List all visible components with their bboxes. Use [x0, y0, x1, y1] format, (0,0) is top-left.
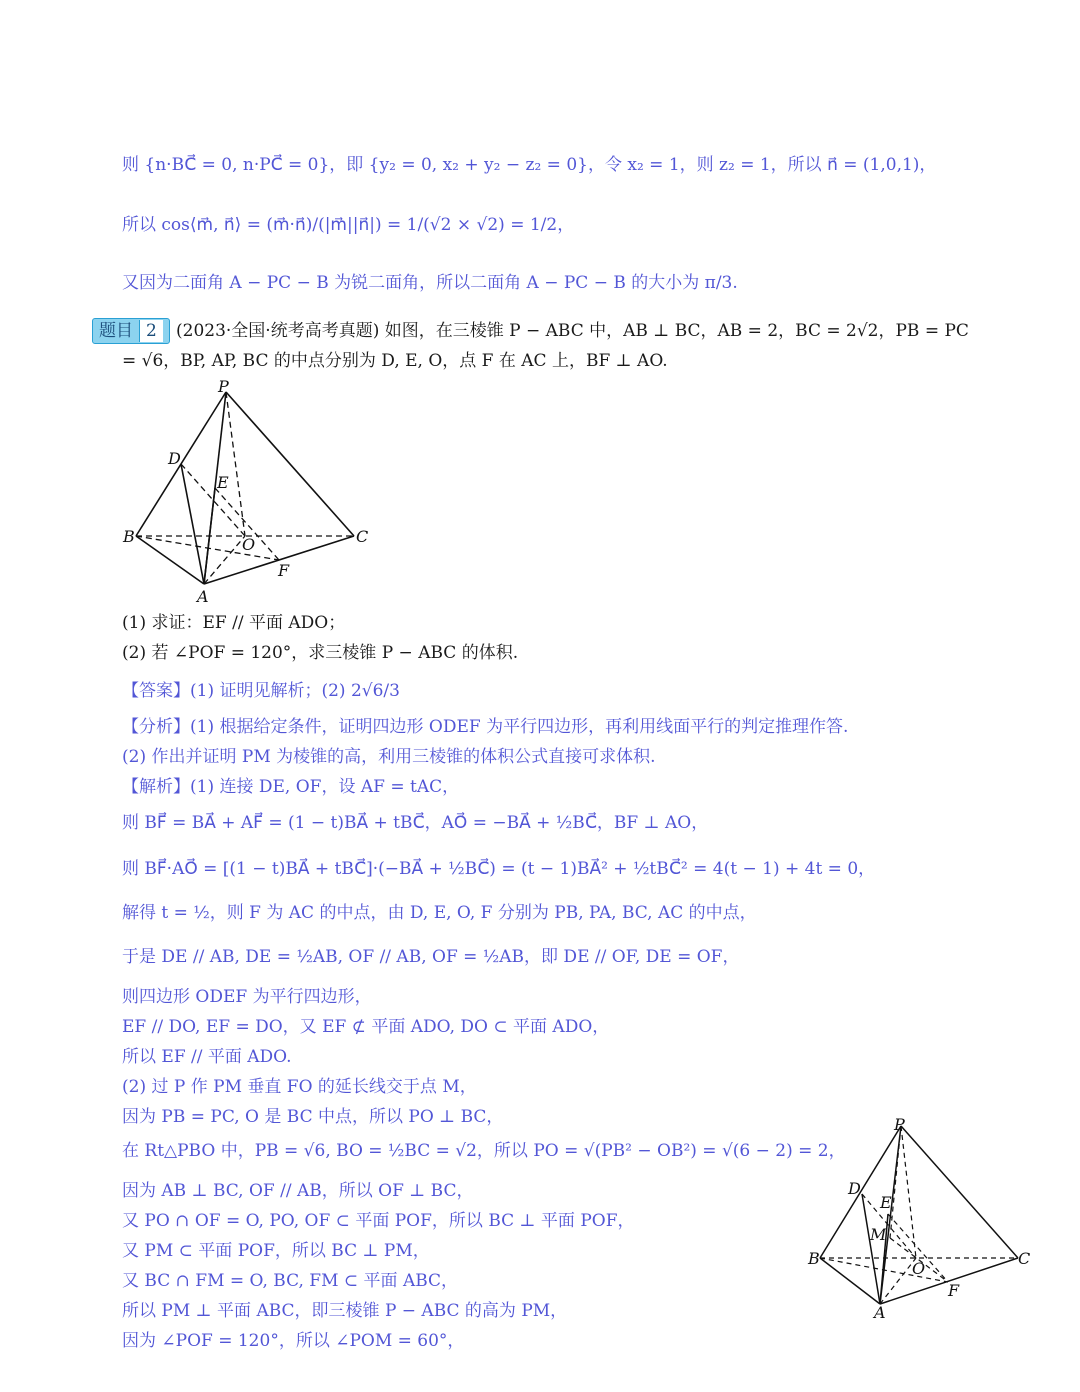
answer-line-13: 因为 PB = PC, O 是 BC 中点，所以 PO ⊥ BC，	[122, 1107, 504, 1127]
problem-badge-label: 题目	[99, 321, 133, 341]
answer-line-1: 【答案】(1) 证明见解析；(2) 2√6/3	[122, 681, 400, 701]
answer-line-16: 又 PO ∩ OF = O, PO, OF ⊂ 平面 POF，所以 BC ⊥ 平面 POF，	[122, 1211, 635, 1231]
solution-line-2: 所以 cos⟨m⃗, n⃗⟩ = (m⃗·n⃗)/(|m⃗||n⃗|) = 1/(√2 × √2) = 1/2，	[122, 215, 575, 235]
answer-line-20: 因为 ∠POF = 120°，所以 ∠POM = 60°，	[122, 1331, 465, 1351]
answer-line-17: 又 PM ⊂ 平面 POF，所以 BC ⊥ PM，	[122, 1241, 430, 1261]
solution-line-1: 则 {n·BC⃗ = 0, n·PC⃗ = 0}，即 {y₂ = 0, x₂ + y₂ − z₂ = 0}，令 x₂ = 1，则 z₂ = 1，所以 n⃗ = (1,0,1)，	[122, 155, 937, 175]
answer-line-19: 所以 PM ⊥ 平面 ABC，即三棱锥 P − ABC 的高为 PM，	[122, 1301, 568, 1321]
answer-line-7: 解得 t = ½，则 F 为 AC 的中点，由 D, E, O, F 分别为 PB, PA, BC, AC 的中点，	[122, 903, 757, 923]
answer-line-18: 又 BC ∩ FM = O, BC, FM ⊂ 平面 ABC，	[122, 1271, 459, 1291]
label-O-2: O	[912, 1259, 926, 1278]
label-F-2: F	[948, 1281, 960, 1300]
label-P-2: P	[894, 1115, 905, 1134]
label-D: D	[168, 449, 181, 468]
label-F: F	[278, 561, 290, 580]
answer-line-3: (2) 作出并证明 PM 为棱锥的高，利用三棱锥的体积公式直接可求体积.	[122, 747, 656, 767]
label-E-2: E	[880, 1193, 892, 1212]
label-A-2: A	[874, 1303, 886, 1322]
label-O: O	[242, 535, 256, 554]
label-B: B	[123, 527, 135, 546]
answer-line-15: 因为 AB ⊥ BC, OF // AB，所以 OF ⊥ BC，	[122, 1181, 474, 1201]
label-D-2: D	[848, 1179, 861, 1198]
answer-line-2: 【分析】(1) 根据给定条件，证明四边形 ODEF 为平行四边形，再利用线面平行的判定推理作答.	[122, 717, 849, 737]
answer-line-9: 则四边形 ODEF 为平行四边形，	[122, 987, 372, 1007]
answer-line-4: 【解析】(1) 连接 DE, OF，设 AF = tAC，	[122, 777, 460, 797]
solution-line-3: 又因为二面角 A − PC − B 为锐二面角，所以二面角 A − PC − B 的大小为 π/3.	[122, 273, 738, 293]
pyramid-figure-2	[800, 1112, 1040, 1324]
problem-line-2: = √6，BP, AP, BC 的中点分别为 D, E, O，点 F 在 AC 上，BF ⊥ AO.	[122, 351, 668, 371]
label-M-2: M	[870, 1225, 887, 1244]
question-2: (2) 若 ∠POF = 120°，求三棱锥 P − ABC 的体积.	[122, 643, 519, 663]
label-A: A	[197, 587, 209, 606]
pyramid-figure-1	[118, 378, 380, 610]
answer-line-12: (2) 过 P 作 PM 垂直 FO 的延长线交于点 M，	[122, 1077, 477, 1097]
answer-line-10: EF // DO, EF = DO，又 EF ⊄ 平面 ADO, DO ⊂ 平面 ADO，	[122, 1017, 610, 1037]
label-P: P	[218, 378, 229, 396]
answer-line-8: 于是 DE // AB, DE = ½AB, OF // AB, OF = ½AB，即 DE // OF, DE = OF，	[122, 947, 740, 967]
answer-line-11: 所以 EF // 平面 ADO.	[122, 1047, 292, 1067]
label-E: E	[217, 473, 229, 492]
answer-line-6: 则 BF⃗·AO⃗ = [(1 − t)BA⃗ + tBC⃗]·(−BA⃗ + ½BC⃗) = (t − 1)BA⃗² + ½tBC⃗² = 4(t − 1) + 4t = 0，	[122, 859, 876, 879]
answer-line-14: 在 Rt△PBO 中，PB = √6, BO = ½BC = √2，所以 PO = √(PB² − OB²) = √(6 − 2) = 2，	[122, 1141, 846, 1161]
problem-line-1: (2023·全国·统考高考真题) 如图，在三棱锥 P − ABC 中，AB ⊥ BC，AB = 2，BC = 2√2，PB = PC	[176, 321, 969, 341]
label-C: C	[356, 527, 369, 546]
question-1: (1) 求证：EF // 平面 ADO；	[122, 613, 346, 633]
problem-badge	[92, 318, 170, 344]
label-C-2: C	[1018, 1249, 1031, 1268]
answer-line-5: 则 BF⃗ = BA⃗ + AF⃗ = (1 − t)BA⃗ + tBC⃗，AO⃗ = −BA⃗ + ½BC⃗，BF ⊥ AO，	[122, 813, 709, 833]
label-B-2: B	[808, 1249, 820, 1268]
problem-badge-number: 2	[139, 320, 163, 342]
